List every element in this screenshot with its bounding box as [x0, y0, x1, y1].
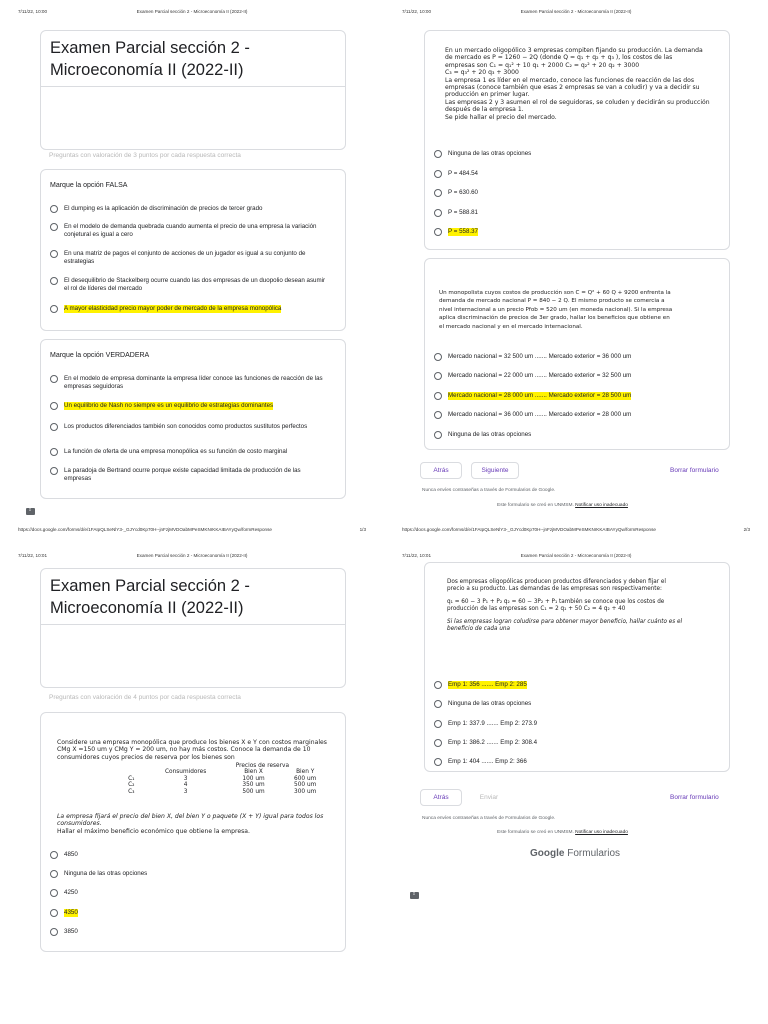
- radio-icon[interactable]: [434, 228, 442, 236]
- print-date: 7/11/22, 10:00: [18, 9, 48, 14]
- form-title: Examen Parcial sección 2 - Microeconomía II (2022-II): [50, 39, 250, 79]
- question-card-q4: [424, 258, 730, 450]
- created-in-note: Este formulario se creó en UNMSM. Notificar uso inadecuado: [497, 503, 628, 508]
- clear-form-link[interactable]: Borrar formulario: [670, 794, 719, 801]
- radio-icon[interactable]: [50, 205, 58, 213]
- option-q4-0[interactable]: Mercado nacional = 32 500 um ....... Mercado exterior = 36 000 um: [434, 353, 711, 361]
- option-q1-1[interactable]: En el modelo de demanda quebrada cuando aumenta el precio de una empresa la variación conjetural es igual a cero: [50, 223, 327, 238]
- print-header: [0, 553, 384, 563]
- option-q6-1[interactable]: Ninguna de las otras opciones: [434, 700, 711, 708]
- option-q5-0[interactable]: 4850: [50, 851, 327, 859]
- radio-icon[interactable]: [434, 681, 442, 689]
- question-title: Marque la opción FALSA: [50, 182, 128, 189]
- print-url: https://docs.google.com/forms/d/e/1FAIpQLSeNlY3-_GJYcd0Kp70H--jnFzjMVDOabMPeSMKNrKKAIBAYyQw/formResponse: [402, 527, 656, 532]
- form-title: Examen Parcial sección 2 - Microeconomía II (2022-II): [50, 577, 250, 617]
- print-footer: [384, 527, 768, 537]
- print-title: Examen Parcial sección 2 - Microeconomía II (2022-II): [520, 553, 632, 558]
- print-header: [0, 9, 384, 19]
- question-title: Marque la opción VERDADERA: [50, 352, 150, 359]
- option-q1-2[interactable]: En una matriz de pagos el conjunto de acciones de un jugador es igual a su conjunto de estrategias: [50, 250, 327, 265]
- submit-button[interactable]: Enviar: [471, 789, 507, 806]
- radio-icon[interactable]: [434, 209, 442, 217]
- option-q6-2[interactable]: Emp 1: 337.9 ....... Emp 2: 273.9: [434, 720, 711, 728]
- clear-form-link[interactable]: Borrar formulario: [670, 467, 719, 474]
- option-q6-0[interactable]: Emp 1: 356 ....... Emp 2: 285: [434, 681, 711, 689]
- page-number: 2/3: [743, 527, 750, 532]
- report-abuse-link[interactable]: Notificar uso inadecuado: [575, 830, 628, 835]
- page-4: [384, 548, 768, 1024]
- option-q5-4[interactable]: 3850: [50, 928, 327, 936]
- radio-icon[interactable]: [434, 720, 442, 728]
- radio-icon[interactable]: [50, 928, 58, 936]
- radio-icon[interactable]: [434, 431, 442, 439]
- price-table: [119, 769, 331, 795]
- radio-icon[interactable]: [50, 909, 58, 917]
- created-in-note: Este formulario se creó en UNMSM. Notificar uso inadecuado: [497, 830, 628, 835]
- radio-icon[interactable]: [434, 739, 442, 747]
- page-3: [0, 548, 384, 1024]
- radio-icon[interactable]: [434, 372, 442, 380]
- radio-icon[interactable]: [50, 223, 58, 231]
- radio-icon[interactable]: [434, 170, 442, 178]
- question-card-q3: [424, 30, 730, 250]
- report-abuse-link[interactable]: Notificar uso inadecuado: [575, 503, 628, 508]
- option-q5-1[interactable]: Ninguna de las otras opciones: [50, 870, 327, 878]
- radio-icon[interactable]: [50, 851, 58, 859]
- question-image-q3: En un mercado oligopólico 3 empresas compiten fijando su producción. La demanda de mercado es P = 1260 − 2Q (donde Q = q₁ + q₂ + q₃ ), los costos de las empresas son C₁ = q₁² + 10 q₁ + 2000 C₂ = q₂² + 20 q₂ + 3000 C₃ = q₃² + 20 q₃ + 3000 La empresa 1 es líder en el mercado, conoce las funciones de reacción de las dos empresas (conoce también que esas 2 empresas se van a coludir) y va a decidir su producción en primer lugar. Las empresas 2 y 3 asumen el rol de seguidoras, se coluden y decidirán su producción después de la empresa 1. Se pide hallar el precio del mercado.: [445, 47, 710, 121]
- feedback-icon[interactable]: [410, 892, 419, 899]
- section-description: Preguntas con valoración de 4 puntos por cada respuesta correcta: [49, 694, 241, 701]
- table-row: C₂ 4 350 um 500 um: [128, 782, 317, 789]
- title-divider: [41, 86, 345, 87]
- feedback-icon[interactable]: [26, 508, 35, 515]
- question-image-q6: Dos empresas oligopólicas producen productos diferenciados y deben fijar el precio a su producto. Las demandas de las empresas son respectivamente: q₁ = 60 − 3 P₁ + P₂ q₂ = 60 − 3P₂ + P₁ también se conoce que los costos de producción de las empresas son C₁ = 2 q₁ + 50 C₂ = 4 q₂ + 40 Si las empresas logran coludirse para obtener mayor beneficio, hallar cuánto es el beneficio de cada una: [447, 579, 683, 633]
- title-divider: [41, 624, 345, 625]
- radio-icon[interactable]: [50, 305, 58, 313]
- page-1: [0, 0, 384, 540]
- back-button[interactable]: Atrás: [420, 789, 462, 806]
- google-forms-logo[interactable]: Google Formularios: [530, 848, 621, 859]
- password-warning: Nunca envíes contraseñas a través de Formularios de Google.: [422, 488, 556, 493]
- page-number: 1/3: [359, 527, 366, 532]
- question-image-q5: Considere una empresa monopólica que produce los bienes X e Y con costos marginales CMg X =150 um y CMg Y = 200 um, no hay más costos. Conoce la demanda de 10 consumidores cuyos precios de reserva por los bienes son: [57, 739, 327, 761]
- radio-icon[interactable]: [50, 467, 58, 475]
- option-q1-4[interactable]: A mayor elasticidad precio mayor poder de mercado de la empresa monopólica: [50, 305, 327, 313]
- option-q5-2[interactable]: 4250: [50, 889, 327, 897]
- radio-icon[interactable]: [50, 277, 58, 285]
- question-note: La empresa fijará el precio del bien X, del bien Y o paquete (X + Y) igual para todos los consumidores.: [57, 813, 324, 828]
- section-description: Preguntas con valoración de 3 puntos por cada respuesta correcta: [49, 152, 241, 159]
- password-warning: Nunca envíes contraseñas a través de Formularios de Google.: [422, 816, 556, 821]
- option-q2-1[interactable]: Un equilibrio de Nash no siempre es un equilibrio de estrategias dominantes: [50, 402, 327, 410]
- print-url: https://docs.google.com/forms/d/e/1FAIpQLSeNlY3-_GJYcd0Kp70H--jnFzjMVDOabMPeSMKNrKKAIBAYyQw/formResponse: [18, 527, 272, 532]
- form-title-card: [40, 568, 346, 688]
- reservation-price-table: [119, 763, 331, 795]
- print-title: Examen Parcial sección 2 - Microeconomía II (2022-II): [520, 9, 632, 14]
- option-q6-3[interactable]: Emp 1: 386.2 ....... Emp 2: 308.4: [434, 739, 711, 747]
- option-q3-3[interactable]: P = 588.81: [434, 209, 711, 217]
- radio-icon[interactable]: [50, 889, 58, 897]
- option-q3-4[interactable]: P = 558.37: [434, 228, 711, 236]
- table-row: C₃ 3 500 um 300 um: [128, 788, 317, 795]
- table-header-row: Consumidores Bien X Bien Y: [164, 769, 315, 775]
- question-card-q1: [40, 169, 346, 331]
- radio-icon[interactable]: [50, 423, 58, 431]
- option-q6-4[interactable]: Emp 1: 404 ....... Emp 2: 366: [434, 758, 711, 766]
- print-date: 7/11/22, 10:01: [402, 553, 432, 558]
- table-row: C₁ 3 100 um 600 um: [128, 775, 317, 782]
- radio-icon[interactable]: [434, 700, 442, 708]
- radio-icon[interactable]: [50, 402, 58, 410]
- option-q2-4[interactable]: La paradoja de Bertrand ocurre porque existe capacidad limitada de producción de las empresas: [50, 467, 327, 482]
- question-ask: Hallar el máximo beneficio económico que obtiene la empresa.: [57, 828, 250, 835]
- next-button[interactable]: Siguiente: [471, 462, 519, 479]
- form-title-card: [40, 30, 346, 150]
- print-footer: [0, 527, 384, 537]
- table-caption: Precios de reserva: [235, 763, 289, 769]
- option-q2-2[interactable]: Los productos diferenciados también son conocidos como productos sustitutos perfectos: [50, 423, 327, 431]
- print-title: Examen Parcial sección 2 - Microeconomía II (2022-II): [136, 9, 248, 14]
- radio-icon[interactable]: [50, 250, 58, 258]
- option-q3-2[interactable]: P = 630.60: [434, 189, 711, 197]
- radio-icon[interactable]: [434, 411, 442, 419]
- option-q3-1[interactable]: P = 484.54: [434, 170, 711, 178]
- back-button[interactable]: Atrás: [420, 462, 462, 479]
- option-q4-3[interactable]: Mercado nacional = 36 000 um ....... Mercado exterior = 28 000 um: [434, 411, 711, 419]
- question-card-q6: [424, 562, 730, 772]
- question-card-q2: [40, 339, 346, 499]
- radio-icon[interactable]: [50, 375, 58, 383]
- print-title: Examen Parcial sección 2 - Microeconomía II (2022-II): [136, 553, 248, 558]
- print-date: 7/11/22, 10:00: [402, 9, 432, 14]
- radio-icon[interactable]: [50, 870, 58, 878]
- print-date: 7/11/22, 10:01: [18, 553, 48, 558]
- radio-icon[interactable]: [434, 189, 442, 197]
- option-q1-0[interactable]: El dumping es la aplicación de discriminación de precios de tercer grado: [50, 205, 327, 213]
- option-q2-0[interactable]: En el modelo de empresa dominante la empresa líder conoce las funciones de reacción de las empresas seguidoras: [50, 375, 327, 390]
- option-q4-4[interactable]: Ninguna de las otras opciones: [434, 431, 711, 439]
- option-q1-3[interactable]: El desequilibrio de Stackelberg ocurre cuando las dos empresas de un duopolio desean asumir el rol de líderes del mercado: [50, 277, 327, 292]
- option-q4-2[interactable]: Mercado nacional = 28 000 um ....... Mercado exterior = 28 500 um: [434, 392, 711, 400]
- radio-icon[interactable]: [434, 150, 442, 158]
- option-q5-3[interactable]: 4350: [50, 909, 327, 917]
- radio-icon[interactable]: [434, 353, 442, 361]
- question-card-q5: [40, 712, 346, 952]
- print-header: [384, 9, 768, 19]
- page-2: [384, 0, 768, 540]
- radio-icon[interactable]: [434, 392, 442, 400]
- question-image-q4: Un monopolista cuyos costos de producción son C = Q² + 60 Q + 9200 enfrenta la demanda de mercado nacional P = 840 − 2 Q. El mismo producto se comercia a nivel internacional a un precio Pfob = 520 um (en moneda nacional). Si la empresa aplica discriminación de precios de 3er grado, hallar los beneficios que obtiene en el mercado nacional y en el mercado internacional.: [439, 290, 673, 330]
- radio-icon[interactable]: [434, 758, 442, 766]
- option-q4-1[interactable]: Mercado nacional = 22 000 um ....... Mercado exterior = 32 500 um: [434, 372, 711, 380]
- option-q2-3[interactable]: La función de oferta de una empresa monopólica es su función de costo marginal: [50, 448, 327, 456]
- radio-icon[interactable]: [50, 448, 58, 456]
- option-q3-0[interactable]: Ninguna de las otras opciones: [434, 150, 711, 158]
